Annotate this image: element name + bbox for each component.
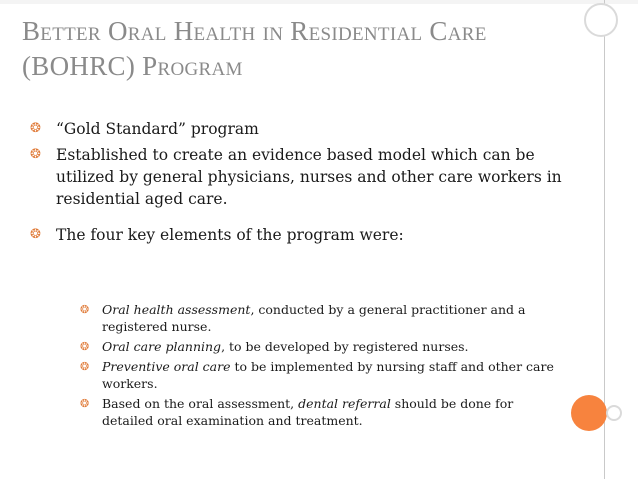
bullet-text: “Gold Standard” program <box>56 120 259 138</box>
bullet-marker-icon: ❂ <box>80 303 90 316</box>
key-element-term: Oral health assessment <box>102 302 251 317</box>
main-bullet-list <box>30 118 570 250</box>
key-element-intro: Based on the oral assessment, <box>102 396 299 411</box>
bullet-marker-icon: ❂ <box>30 147 41 162</box>
decorative-circle-small <box>606 405 622 421</box>
sub-bullet-text <box>102 395 560 429</box>
sub-bullet-item <box>80 395 560 429</box>
bullet-marker-icon: ❂ <box>30 227 41 242</box>
bullet-marker-icon: ❂ <box>30 121 41 136</box>
key-element-term: dental referral <box>298 396 391 411</box>
key-element-term: Oral care planning <box>102 339 222 354</box>
decorative-orange-circle <box>571 395 607 431</box>
key-element-description: , to be developed by registered nurses. <box>221 339 469 354</box>
key-element-description: should be done for detailed oral examination and treatment. <box>102 396 514 428</box>
sub-bullet-list <box>80 301 560 432</box>
sub-bullet-text <box>102 301 560 335</box>
key-element-description: to be implemented by nursing staff and other care workers. <box>102 359 554 391</box>
sub-bullet-text <box>102 338 560 355</box>
bullet-marker-icon: ❂ <box>80 397 90 410</box>
slide-top-border <box>0 0 638 4</box>
sub-bullet-text <box>102 358 560 392</box>
bullet-text: The four key elements of the program were: <box>56 226 404 244</box>
bullet-marker-icon: ❂ <box>80 360 90 373</box>
decorative-circle-top <box>584 3 618 37</box>
sub-bullet-item <box>80 338 560 355</box>
main-bullet-item <box>30 224 570 246</box>
bullet-text: Established to create an evidence based model which can be utilized by general physicians, nurses and other care workers in residential aged care. <box>56 146 562 208</box>
bullet-marker-icon: ❂ <box>80 340 90 353</box>
sub-bullet-item <box>80 358 560 392</box>
main-bullet-item <box>30 144 570 210</box>
sub-bullet-item <box>80 301 560 335</box>
main-bullet-item <box>30 118 570 140</box>
slide-title: Better Oral Health in Residential Care (BOHRC) Program <box>22 16 487 81</box>
key-element-term: Preventive oral care <box>102 359 231 374</box>
key-element-description: , conducted by a general practitioner and a registered nurse. <box>102 302 526 334</box>
